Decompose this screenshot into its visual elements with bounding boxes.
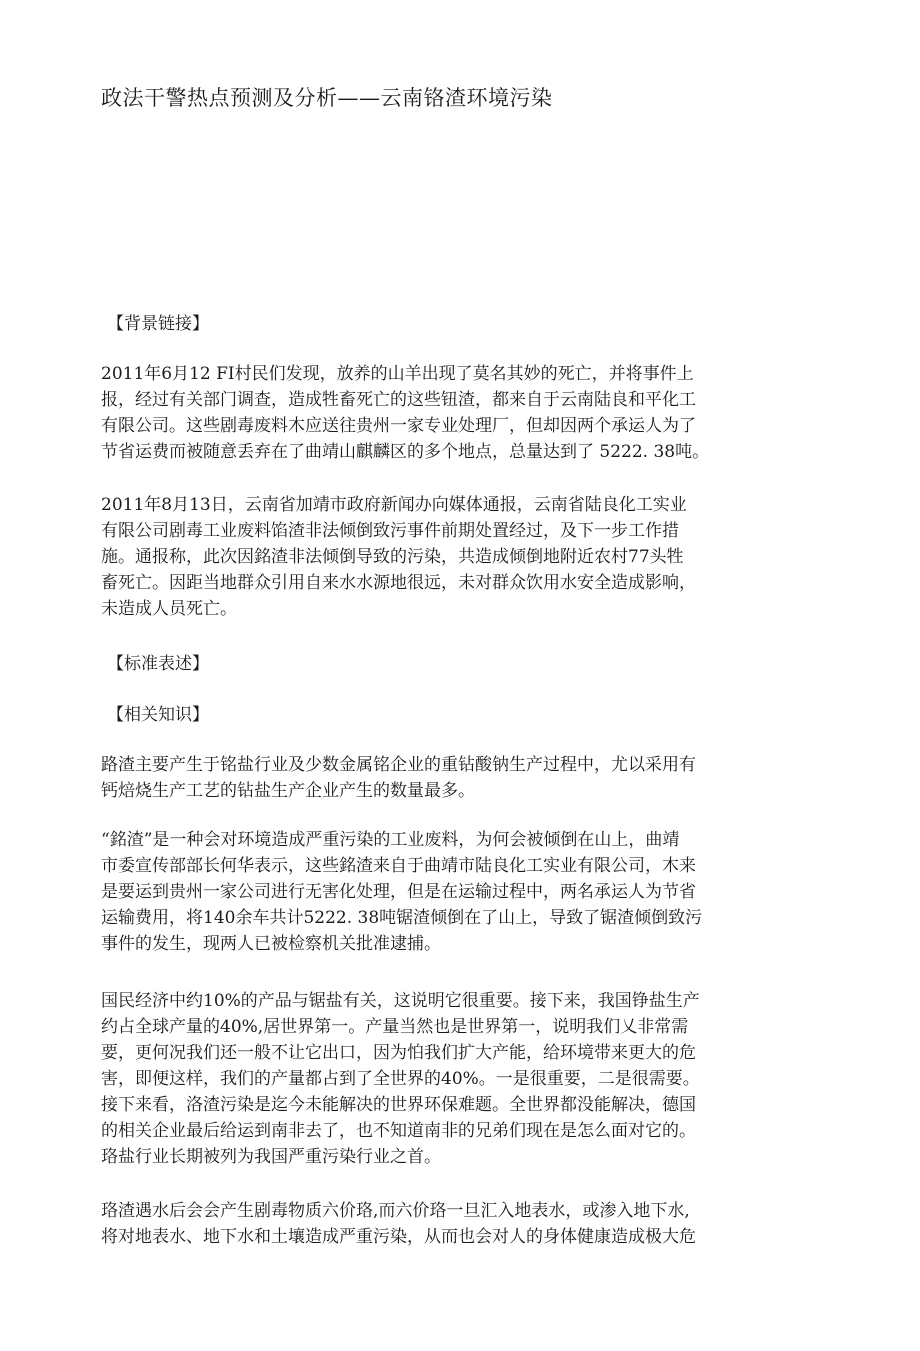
paragraph-line: 是要运到贵州一家公司进行无害化处理，但是在运输过程中，两名承运人为节省 [101,882,696,902]
section-label-knowledge: 【相关知识】 [107,705,209,725]
paragraph-line: 珞渣遇水后会会产生剧毒物质六价珞,而六价珞一旦汇入地表水，或渗入地下水, [101,1201,690,1221]
paragraph-line: 有限公司剧毒工业废料馅渣非法倾倒致污事件前期处置经过，及下一步工作措 [101,521,679,541]
paragraph-line: 珞盐行业长期被列为我国严重污染行业之首。 [101,1147,441,1167]
paragraph-line: 要，更何况我们还一般不让它出口，因为怕我们扩大产能，给环境带来更大的危 [101,1043,696,1063]
paragraph-line: 运输费用，将140余车共计5222. 38吨锯渣倾倒在了山上，导致了锯渣倾倒致污 [101,908,703,928]
paragraph-line: “銘渣”是一种会对环境造成严重污染的工业废料，为何会被倾倒在山上，曲靖 [101,830,680,850]
paragraph-line: 施。通报称，此次因銘渣非法倾倒导致的污染，共造成倾倒地附近农村77头牲 [101,547,684,567]
paragraph-5 [101,988,801,1170]
paragraph-line: 接下来看，洛渣污染是迄今未能解决的世界环保难题。全世界都没能解决，德国 [101,1095,696,1115]
section-label-background: 【背景链接】 [107,314,209,334]
paragraph-line: 事件的发生，现两人已被检察机关批准逮捕。 [101,934,441,954]
paragraph-line: 的相关企业最后给运到南非去了，也不知道南非的兄弟们现在是怎么面对它的。 [101,1121,696,1141]
paragraph-line: 国民经济中约10%的产品与锯盐有关，这说明它很重要。接下来，我国铮盐生产 [101,991,700,1011]
paragraph-2 [101,492,801,622]
paragraph-line: 2011年8月13日，云南省加靖市政府新闻办向媒体通报，云南省陆良化工实业 [101,495,687,515]
paragraph-line: 畜死亡。因距当地群众引用自来水水源地很远，未对群众饮用水安全造成影响， [101,573,696,593]
paragraph-3 [101,752,801,804]
paragraph-line: 2011年6月12 FI村民们发现，放养的山羊出现了莫名其妙的死亡，并将事件上 [101,364,694,384]
paragraph-4 [101,827,801,957]
paragraph-line: 害，即便这样，我们的产量都占到了全世界的40%。一是很重要，二是很需要。 [101,1069,700,1089]
paragraph-line: 市委宣传部部长何华表示，这些銘渣来自于曲靖市陆良化工实业有限公司，木来 [101,856,696,876]
paragraph-line: 约占全球产量的40%,居世界第一。产量当然也是世界第一，说明我们乂非常需 [101,1017,689,1037]
paragraph-line: 将对地表水、地下水和土壤造成严重污染，从而也会对人的身体健康造成极大危 [101,1227,696,1247]
section-label-standard: 【标准表述】 [107,654,209,674]
paragraph-line: 节省运费而被随意丢弃在了曲靖山麒麟区的多个地点，总量达到了 5222. 38吨。 [101,442,710,462]
paragraph-line: 报，经过有关部门调查，造成牲畜死亡的这些钮渣，都来自于云南陆良和平化工 [101,390,696,410]
paragraph-line: 钙焙烧生产工艺的钻盐生产企业产生的数量最多。 [101,781,475,801]
paragraph-6 [101,1198,801,1250]
paragraph-line: 路渣主要产生于铭盐行业及少数金属铭企业的重钻酸钠生产过程中，尤以采用有 [101,755,696,775]
paragraph-line: 有限公司。这些剧毒废料木应送往贵州一家专业处理厂，但却因两个承运人为了 [101,416,696,436]
paragraph-1 [101,361,801,465]
page-title: 政法干警热点预测及分析——云南铬渣环境污染 [101,86,553,110]
paragraph-line: 未造成人员死亡。 [101,599,237,619]
